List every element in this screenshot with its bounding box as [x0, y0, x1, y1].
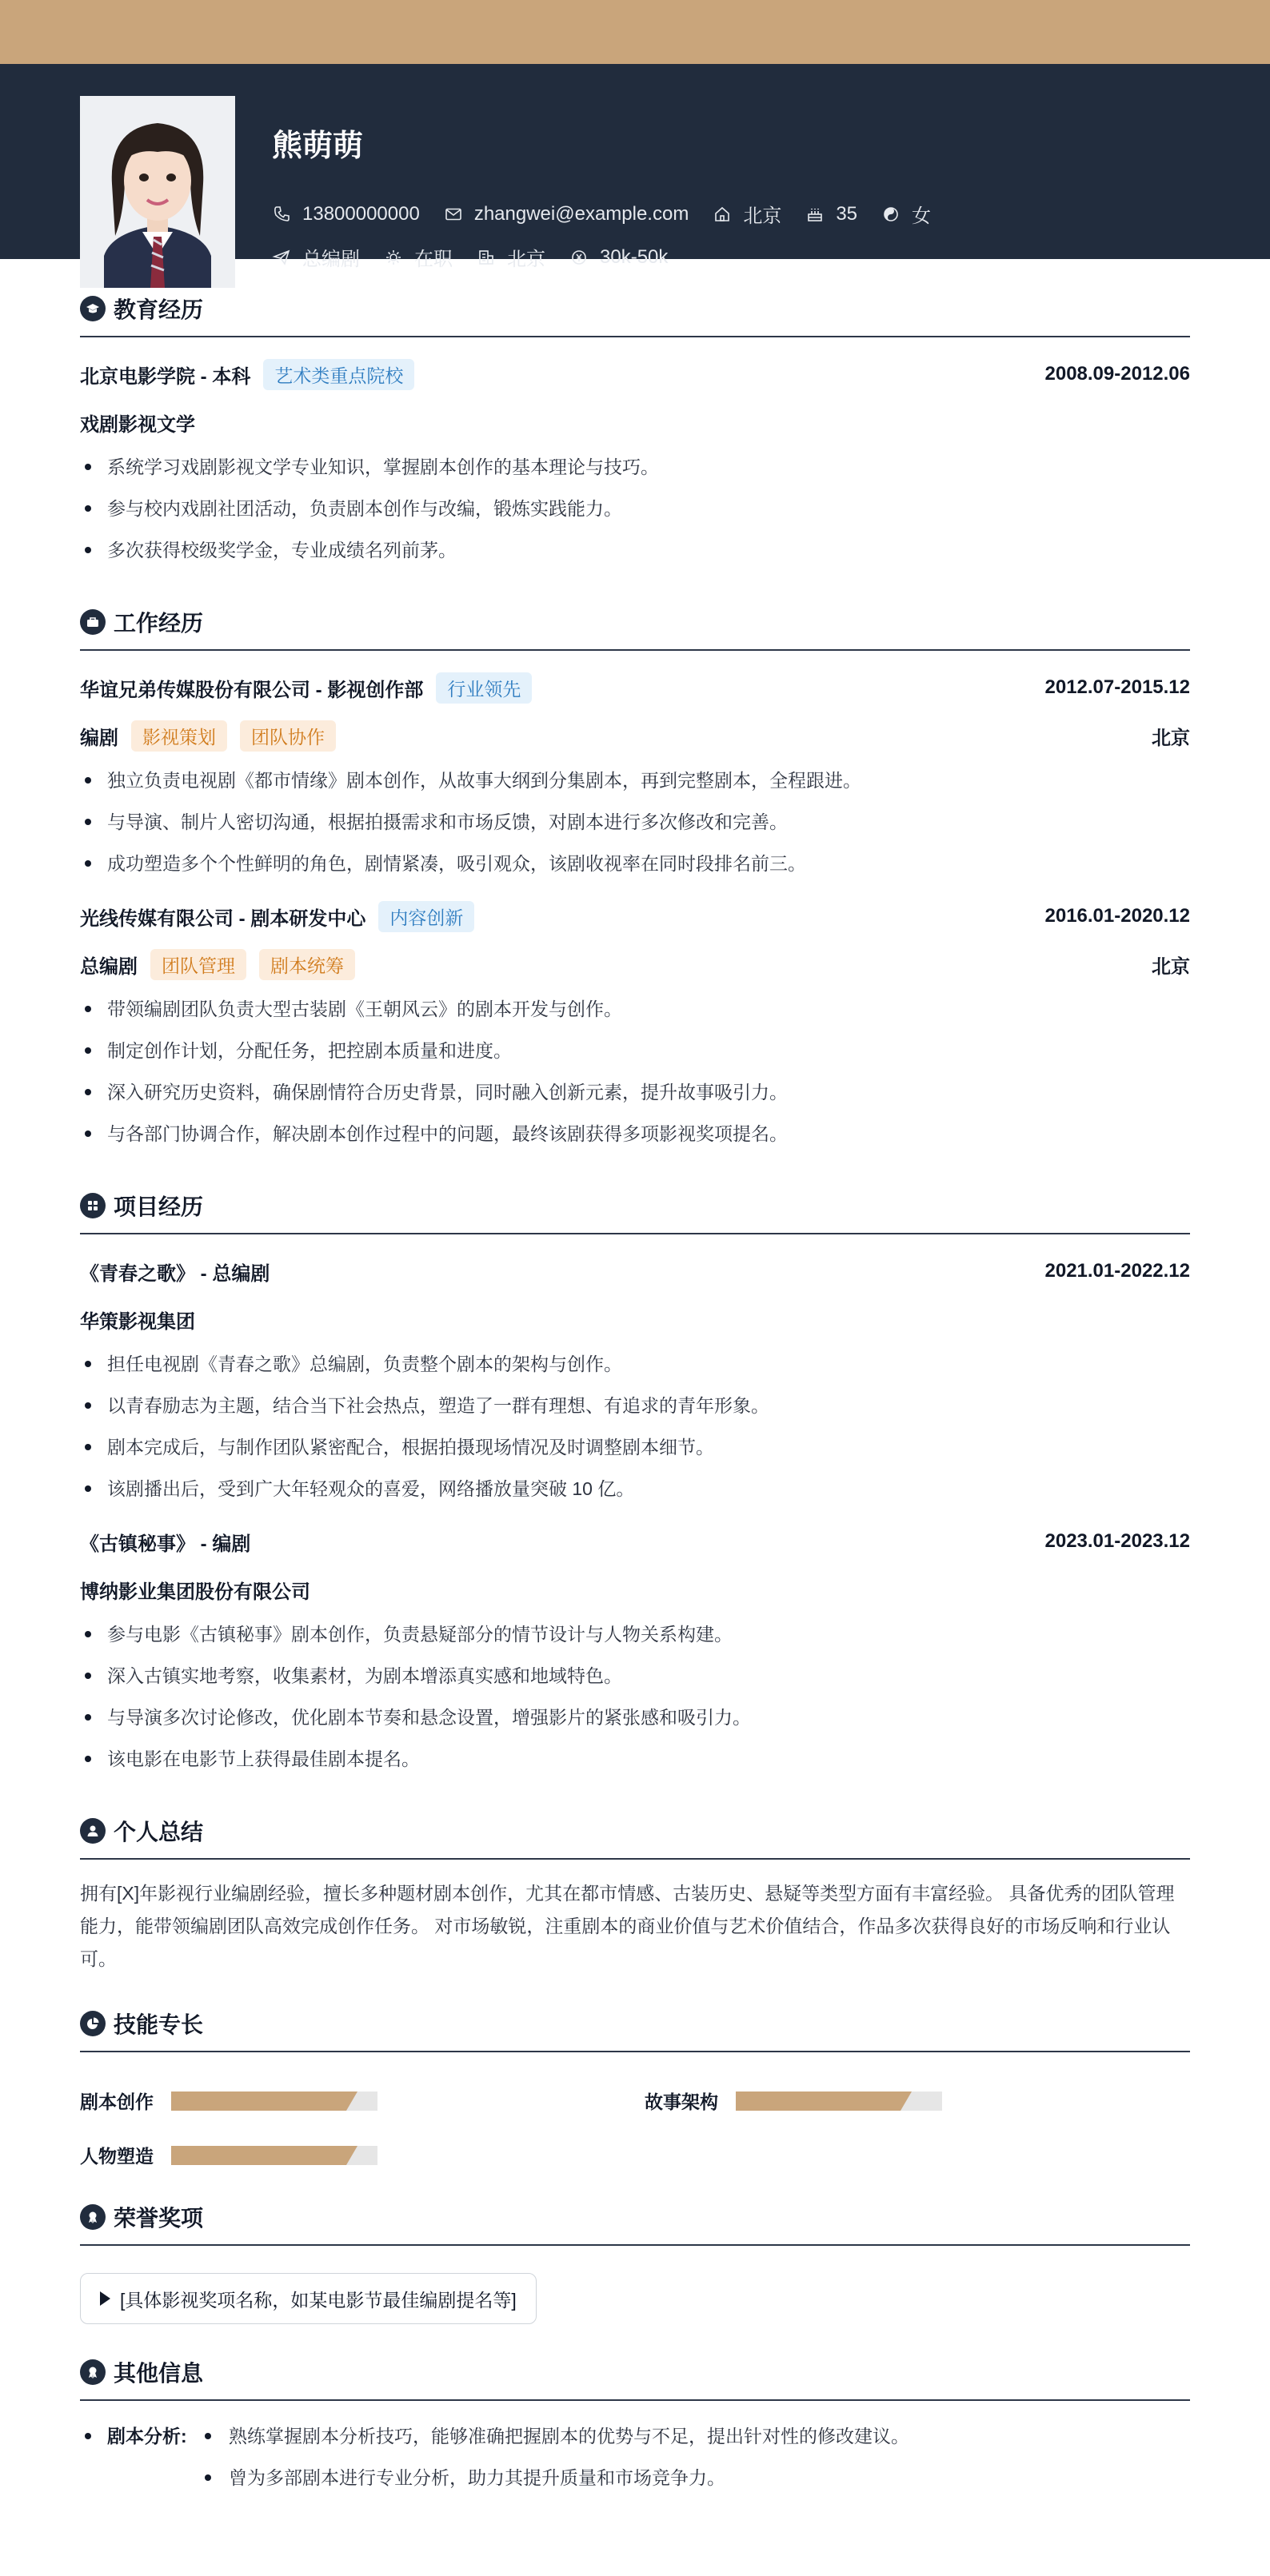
list-item: 参与校内戏剧社团活动，负责剧本创作与改编，锻炼实践能力。 — [80, 488, 1190, 529]
list-item: 与导演多次讨论修改，优化剧本节奏和悬念设置，增强影片的紧张感和吸引力。 — [80, 1697, 1190, 1738]
section-awards — [80, 2201, 1190, 2246]
list-item: 该剧播出后，受到广大年轻观众的喜爱，网络播放量突破 10 亿。 — [80, 1468, 1190, 1509]
section-skills — [80, 2008, 1190, 2052]
work-location: 北京 — [1152, 727, 1190, 749]
position-text: 总编剧 — [302, 249, 360, 270]
work-bullets — [80, 988, 1190, 1154]
project-date: 2021.01-2022.12 — [1044, 1260, 1190, 1282]
award-icon — [80, 2204, 106, 2230]
home-icon — [713, 205, 732, 224]
graduation-cap-icon — [80, 296, 106, 321]
list-item: 成功塑造多个个性鲜明的角色，剧情紧凑，吸引观众，该剧收视率在同时段排名前三。 — [80, 843, 1190, 884]
mail-icon — [444, 205, 463, 224]
project-entry-head — [80, 1525, 1190, 1557]
candidate-name: 熊萌萌 — [272, 130, 364, 163]
list-item: 与导演、制片人密切沟通，根据拍摄需求和市场反馈，对剧本进行多次修改和完善。 — [80, 801, 1190, 843]
salary-text: 30k-50k — [600, 245, 669, 268]
phone-item — [272, 203, 420, 225]
phone-text: 13800000000 — [302, 202, 420, 225]
work-entry-head — [80, 672, 1190, 704]
list-item: 深入古镇实地考察，收集素材，为剧本增添真实感和地域特色。 — [80, 1655, 1190, 1697]
work-role: 总编剧 — [80, 955, 138, 978]
top-accent-band — [0, 0, 1270, 64]
section-skills-title: 技能专长 — [114, 2012, 204, 2037]
section-other-title: 其他信息 — [114, 2361, 204, 2386]
list-item: 该电影在电影节上获得最佳剧本提名。 — [80, 1738, 1190, 1780]
list-item: 以青春励志为主题，结合当下社会热点，塑造了一群有理想、有追求的青年形象。 — [80, 1385, 1190, 1426]
section-summary — [80, 1815, 1190, 1860]
skill-bar — [171, 2146, 377, 2165]
info-badge-icon — [80, 2359, 106, 2385]
work-role: 编剧 — [80, 727, 118, 749]
work-role-row — [80, 948, 1190, 980]
education-major: 戏剧影视文学 — [80, 413, 195, 436]
age-text: 35 — [836, 202, 858, 225]
list-item: 剧本完成后，与制作团队紧密配合，根据拍摄现场情况及时调整剧本细节。 — [80, 1426, 1190, 1468]
play-triangle-icon — [100, 2291, 110, 2306]
work-company: 光线传媒有限公司 - 剧本研发中心 — [80, 907, 366, 930]
education-bullets — [80, 446, 1190, 571]
education-major-row — [80, 406, 1190, 438]
work-company-tag: 行业领先 — [436, 672, 532, 704]
skill-bar — [736, 2092, 942, 2111]
city-text: 北京 — [507, 249, 545, 270]
skill-bar-fill — [171, 2146, 346, 2165]
resume-content — [80, 259, 1190, 2498]
project-org: 华策影视集团 — [80, 1310, 195, 1333]
hometown-item — [713, 200, 781, 228]
skill-bar-fill — [736, 2092, 901, 2111]
work-location: 北京 — [1152, 955, 1190, 978]
project-date: 2023.01-2023.12 — [1044, 1530, 1190, 1552]
list-item: 独立负责电视剧《都市情缘》剧本创作，从故事大纲到分集剧本，再到完整剧本，全程跟进。 — [80, 760, 1190, 801]
work-role-row — [80, 720, 1190, 752]
list-item: 与各部门协调合作，解决剧本创作过程中的问题，最终该剧获得多项影视奖项提名。 — [80, 1113, 1190, 1154]
section-other — [80, 2356, 1190, 2401]
project-bullets — [80, 1343, 1190, 1509]
education-school: 北京电影学院 - 本科 — [80, 365, 251, 388]
cake-icon — [805, 205, 825, 224]
work-role-tag: 团队协作 — [240, 720, 336, 752]
summary-text: 拥有[X]年影视行业编剧经验，擅长多种题材剧本创作，尤其在都市情感、古装历史、悬疑等类型方面有丰富经验。 具备优秀的团队管理能力，能带领编剧团队高效完成创作任务。 对市场敏锐，注重剧本的商业价值与艺术价值结合，作品多次获得良好的市场反响和行业认可。 — [80, 1883, 1175, 1969]
other-label: 剧本分析: — [107, 2426, 187, 2446]
project-entry-head — [80, 1255, 1190, 1287]
project-org: 博纳影业集团股份有限公司 — [80, 1581, 310, 1603]
work-entry-head — [80, 900, 1190, 932]
section-work-title: 工作经历 — [114, 611, 204, 636]
list-item: 深入研究历史资料，确保剧情符合历史背景，同时融入创新元素，提升故事吸引力。 — [80, 1071, 1190, 1113]
list-item: 系统学习戏剧影视文学专业知识，掌握剧本创作的基本理论与技巧。 — [80, 446, 1190, 488]
age-item — [805, 203, 857, 225]
skill-item — [80, 2142, 377, 2168]
list-item: 担任电视剧《青春之歌》总编剧，负责整个剧本的架构与创作。 — [80, 1343, 1190, 1385]
education-tag: 艺术类重点院校 — [263, 359, 414, 390]
section-projects — [80, 1190, 1190, 1234]
section-projects-title: 项目经历 — [114, 1194, 204, 1219]
work-bullets — [80, 760, 1190, 884]
gender-item — [881, 200, 931, 228]
contact-row — [272, 200, 955, 228]
work-role-tag: 团队管理 — [150, 949, 246, 980]
other-text: 曾为多部剧本进行专业分析，助力其提升质量和市场竞争力。 — [229, 2467, 725, 2488]
list-item: 参与电影《古镇秘事》剧本创作，负责悬疑部分的情节设计与人物关系构建。 — [80, 1613, 1190, 1655]
grid-icon — [80, 1193, 106, 1218]
work-date: 2012.07-2015.12 — [1044, 676, 1190, 698]
work-role-tag: 影视策划 — [131, 720, 227, 752]
project-org-row — [80, 1573, 1190, 1605]
list-item: 带领编剧团队负责大型古装剧《王朝风云》的剧本开发与创作。 — [80, 988, 1190, 1030]
section-awards-title: 荣誉奖项 — [114, 2206, 204, 2231]
briefcase-icon — [80, 609, 106, 635]
section-education — [80, 293, 1190, 337]
skill-item — [80, 2088, 377, 2114]
other-item — [80, 2457, 1190, 2498]
profile-header — [0, 64, 1270, 270]
skill-item — [645, 2088, 942, 2114]
email-text: zhangwei@example.com — [473, 202, 689, 225]
other-text: 熟练掌握剧本分析技巧，能够准确把握剧本的优势与不足，提出针对性的修改建议。 — [229, 2426, 909, 2446]
work-company-tag: 内容创新 — [378, 901, 474, 932]
section-summary-title: 个人总结 — [114, 1820, 204, 1844]
education-date: 2008.09-2012.06 — [1044, 363, 1190, 385]
gender-text: 女 — [912, 205, 932, 227]
section-work — [80, 606, 1190, 651]
status-text: 在职 — [414, 249, 453, 270]
skill-bar-fill — [171, 2092, 346, 2111]
hometown-text: 北京 — [743, 205, 782, 227]
pie-chart-icon — [80, 2011, 106, 2036]
email-item — [444, 203, 689, 225]
skill-name: 故事架构 — [645, 2092, 718, 2112]
education-entry-head — [80, 358, 1190, 390]
skills-list — [80, 2073, 1190, 2185]
list-item: 制定创作计划，分配任务，把控剧本质量和进度。 — [80, 1030, 1190, 1071]
project-org-row — [80, 1303, 1190, 1335]
award-text: [具体影视奖项名称，如某电影节最佳编剧提名等] — [120, 2289, 517, 2311]
user-icon — [80, 1818, 106, 1844]
skill-name: 剧本创作 — [80, 2092, 154, 2112]
skill-bar — [171, 2092, 377, 2111]
work-company: 华谊兄弟传媒股份有限公司 - 影视创作部 — [80, 679, 424, 701]
work-role-tag: 剧本统筹 — [259, 949, 355, 980]
list-item: 多次获得校级奖学金，专业成绩名列前茅。 — [80, 529, 1190, 571]
skill-name: 人物塑造 — [80, 2146, 154, 2167]
other-item — [80, 2415, 1190, 2457]
project-title: 《青春之歌》 - 总编剧 — [80, 1262, 270, 1285]
section-education-title: 教育经历 — [114, 297, 204, 322]
project-title: 《古镇秘事》 - 编剧 — [80, 1533, 251, 1555]
gender-icon — [881, 205, 901, 224]
phone-icon — [272, 205, 291, 224]
project-bullets — [80, 1613, 1190, 1780]
award-item[interactable] — [80, 2273, 537, 2324]
work-date: 2016.01-2020.12 — [1044, 905, 1190, 927]
